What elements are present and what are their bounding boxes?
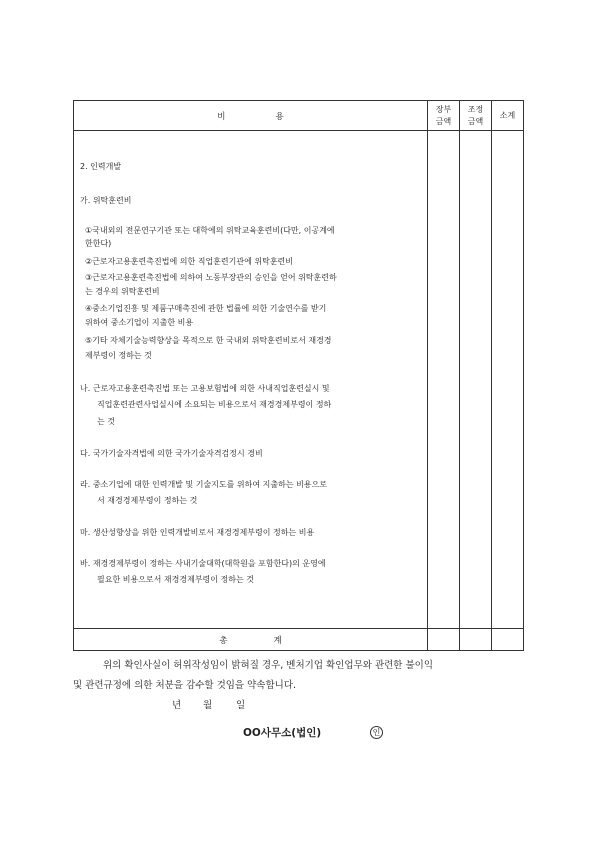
header-content-right: 용 [275, 111, 284, 122]
pledge-line-1: 위의 확인사실이 허위작성임이 밝혀질 경우, 벤처기업 확인업무와 관련한 불이익 [103, 660, 434, 671]
header-adjusted-amount-line1: 조정 [467, 104, 484, 114]
sub-item-line: 는 경우의 위탁훈련비 [85, 287, 160, 296]
header-content-left: 비 [217, 111, 226, 122]
pledge-line-2: 및 관련규정에 의한 처분을 감수할 것임을 약속합니다. [73, 680, 297, 691]
item-ga: 가. 위탁훈련비 [80, 196, 132, 205]
adjusted-amount-cell [460, 131, 492, 629]
item-ba-line: 필요한 비용으로서 재경경제부령이 정하는 것 [97, 575, 255, 584]
book-amount-cell [428, 131, 460, 629]
header-book-amount-line1: 장부 [435, 104, 452, 114]
item-ma: 마. 생산성향상을 위한 인력개발비로서 재경경제부령이 정하는 비용 [80, 528, 315, 537]
item-ba-line: 바. 재경경제부령이 정하는 사내기술대학(대학원을 포함한다)의 운영에 [80, 559, 326, 568]
content-cell [74, 131, 428, 629]
total-right: 계 [273, 635, 282, 646]
date-day: 일 [236, 700, 246, 711]
total-subtotal [492, 629, 524, 651]
header-adjusted-amount-line2: 금액 [467, 116, 484, 126]
sub-item-line: ④중소기업진흥 및 제품구매촉진에 관한 법률에 의한 기술연수를 받기 [85, 304, 327, 313]
item-na-line: 직업훈련관련사업실시에 소요되는 비용으로서 재경경제부령이 정하 [97, 400, 332, 409]
total-label [74, 629, 428, 651]
total-left: 총 [219, 635, 228, 646]
office-name: OO사무소(법인) [243, 727, 322, 739]
item-ra-line: 서 재경경제부령이 정하는 것 [97, 496, 198, 505]
item-na-line: 나. 근로자고용훈련촉진법 또는 고용보험법에 의한 사내직업훈련실시 및 [80, 384, 330, 393]
header-adjusted-amount [460, 101, 492, 131]
total-adjusted-amount [460, 629, 492, 651]
subtotal-cell [492, 131, 524, 629]
sub-item-line: ②근로자고용훈련촉진법에 의한 직업훈련기관에 위탁훈련비 [85, 257, 293, 266]
section-title: 2. 인력개발 [80, 162, 122, 171]
expense-table [73, 100, 524, 651]
header-content [74, 101, 428, 131]
sub-item-line: ①국내외의 전문연구기관 또는 대학에의 위탁교육훈련비(다만, 이공계에 [85, 226, 335, 235]
date-month: 월 [203, 700, 213, 711]
sub-item-line: ③근로자고용훈련촉진법에 의하여 노동부장관의 승인을 얻어 위탁훈련하 [85, 273, 337, 282]
item-na-line: 는 것 [97, 417, 115, 426]
sub-item-line: ⑤기타 자체기술능력향상을 목적으로 한 국내외 위탁훈련비로서 재경경 [85, 336, 332, 345]
sub-item-line: 한한다) [85, 239, 112, 248]
item-ra-line: 라. 중소기업에 대한 인력개발 및 기술지도를 위하여 지출하는 비용으로 [80, 480, 327, 489]
sub-item-line: 제부령이 정하는 것 [85, 351, 152, 360]
header-book-amount [428, 101, 460, 131]
total-book-amount [428, 629, 460, 651]
header-subtotal: 소계 [492, 101, 524, 131]
sub-item-line: 위하여 중소기업이 지출한 비용 [85, 318, 194, 327]
date-year: 년 [172, 700, 182, 711]
seal-mark: 인 [370, 726, 383, 739]
header-book-amount-line2: 금액 [435, 116, 452, 126]
item-da: 다. 국가기술자격법에 의한 국가기술자격검정시 경비 [80, 449, 263, 458]
